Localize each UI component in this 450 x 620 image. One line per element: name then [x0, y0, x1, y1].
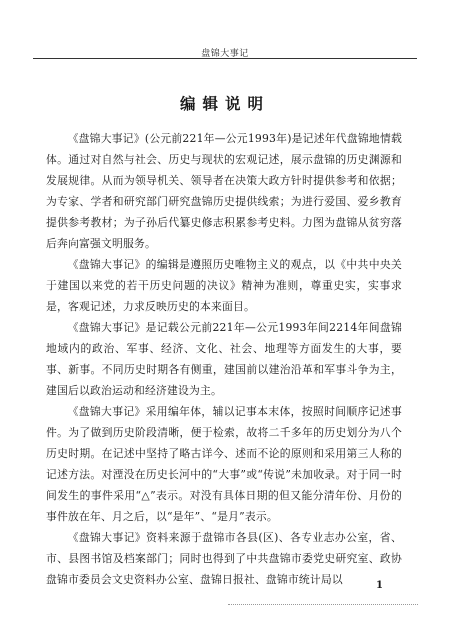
paragraph-1: 《盘锦大事记》(公元前221年—公元1993年)是记述年代盘锦地情载体。通过对自然与社会、历史与现状的宏观记述，展示盘锦的历史渊源和发展规律。从而为领导机关、领导者在决策大政方针时提供参考和依据；为专家、学者和研究部门研究盘锦历史提供线索；为进行爱国、爱乡教育提供参考教材；为子孙后代纂史修志积累参考史料。力图为盘锦从贫穷落后奔向富强文明服务。 — [46, 132, 402, 250]
paragraph-2: 《盘锦大事记》的编辑是遵照历史唯物主义的观点，以《中共中央关于建国以来党的若干历史问题的决议》精神为准则，尊重史实，实事求是，客观记述，力求反映历史的本来面目。 — [46, 258, 402, 313]
footer-rule — [228, 604, 418, 605]
body-text — [46, 128, 402, 590]
running-title: 盘锦大事记 — [201, 49, 249, 59]
page-title: 编辑说明 — [179, 95, 270, 113]
paragraph-4: 《盘锦大事记》采用编年体，辅以记事本末体，按照时间顺序记述事件。为了做到历史阶段清晰，便于检索，故将二千多年的历史划分为八个历史时期。在记述中坚持了略古详今、述而不论的原则和采用第三人称的记述方法。对湮没在历史长河中的“大事”或“传说”未加收录。对于同一时间发生的事件采用“△”表示。对没有具体日期的但又能分清年份、月份的事件放在年、月之后，以“是年”、“是月”表示。 — [46, 405, 402, 523]
page-number: 1 — [376, 580, 383, 591]
page-header — [0, 0, 450, 60]
header-rule — [33, 58, 417, 59]
paragraph-5: 《盘锦大事记》资料来源于盘锦市各县(区)、各专业志办公室，省、市、县图书馆及档案部门；同时也得到了中共盘锦市委党史研究室、政协盘锦市委员会文史资料办公室、盘锦日报社、盘锦市统计局以 — [46, 531, 402, 586]
paragraph-3: 《盘锦大事记》是记载公元前221年—公元1993年间2214年间盘锦地域内的政治、军事、经济、文化、社会、地理等方面发生的大事，要事、新事。不同历史时期各有侧重，建国前以建治沿革和军事斗争为主，建国后以政治运动和经济建设为主。 — [46, 321, 402, 397]
